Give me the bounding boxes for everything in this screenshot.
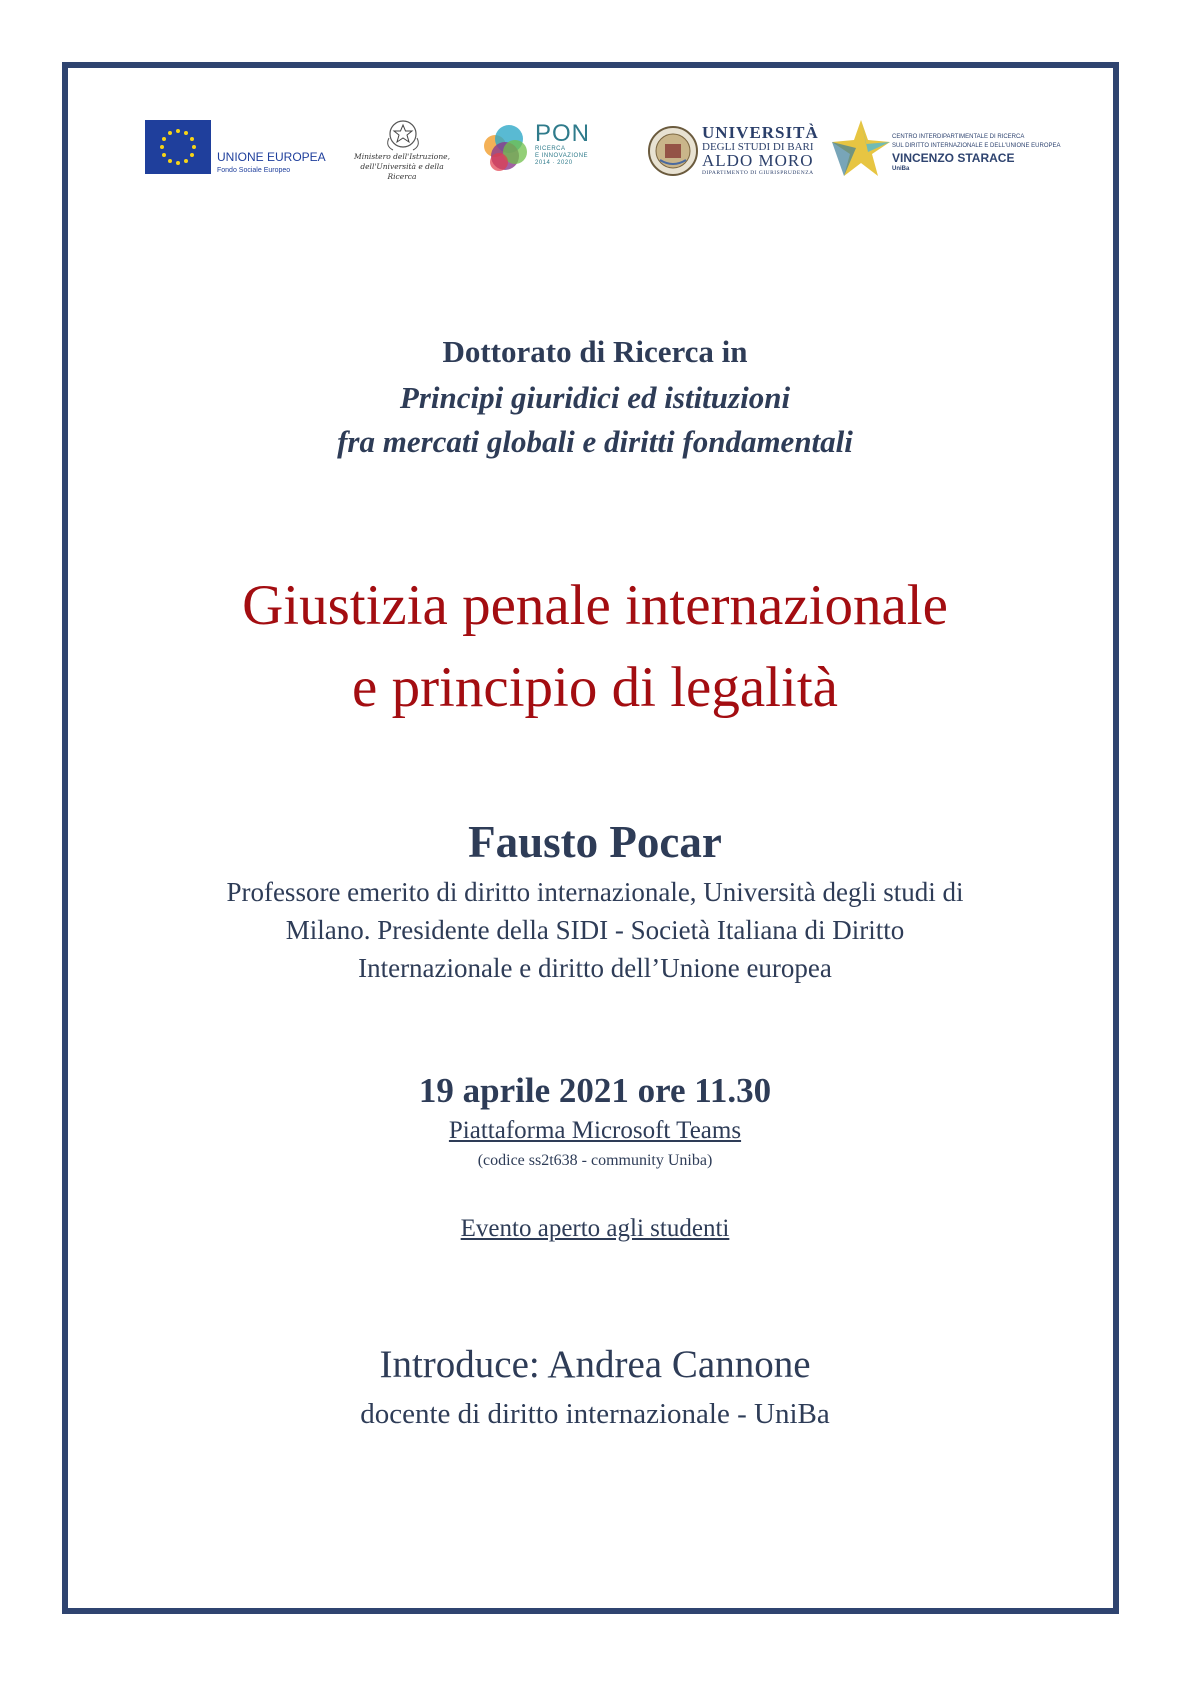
- phd-name-line-2: fra mercati globali e diritti fondamentali: [337, 424, 853, 459]
- uniba-line-2: DEGLI STUDI DI BARI: [702, 141, 814, 153]
- centro-line-1: CENTRO INTERDIPARTIMENTALE DI RICERCA: [892, 134, 1025, 140]
- logo-bar: [0, 0, 1190, 200]
- event-code: (codice ss2t638 - community Uniba): [477, 1152, 713, 1169]
- uniba-line-3: ALDO MORO: [702, 151, 814, 170]
- eu-logo-subtitle: Fondo Sociale Europeo: [217, 167, 291, 174]
- miur-line-1: Ministero dell'Istruzione,: [354, 152, 450, 161]
- event-datetime: 19 aprile 2021 ore 11.30: [418, 1071, 772, 1110]
- affiliation-line-2: Milano. Presidente della SIDI - Società Italiana di Diritto: [285, 915, 905, 945]
- phd-name-line-1: Principi giuridici ed istituzioni: [399, 380, 791, 415]
- uniba-logo-text: [702, 125, 819, 177]
- introducer-role: docente di diritto internazionale - UniBa: [360, 1398, 830, 1430]
- miur-logo-text: [346, 152, 458, 182]
- phd-program-name: [0, 376, 1190, 464]
- eu-logo-name: UNIONE EUROPEA: [217, 150, 326, 164]
- speaker-affiliation: [0, 873, 1190, 987]
- phd-label: Dottorato di Ricerca in: [442, 334, 748, 369]
- pon-years: 2014 · 2020: [535, 160, 573, 166]
- event-title: [0, 565, 1190, 729]
- uniba-line-1: UNIVERSITÀ: [702, 123, 819, 142]
- speaker-name: Fausto Pocar: [468, 817, 722, 867]
- eu-logo-text: [217, 151, 326, 177]
- centro-name: VINCENZO STARACE: [892, 151, 1015, 165]
- centro-org: UniBa: [892, 166, 910, 172]
- miur-line-2: dell'Università e della Ricerca: [360, 162, 444, 181]
- uniba-line-4: DIPARTIMENTO DI GIURISPRUDENZA: [702, 170, 814, 176]
- pon-line-2: E INNOVAZIONE: [535, 153, 589, 159]
- event-platform: Piattaforma Microsoft Teams: [448, 1117, 742, 1144]
- event-title-line-2: e principio di legalità: [352, 656, 838, 719]
- affiliation-line-3: Internazionale e diritto dell’Unione europea: [358, 953, 832, 983]
- eu-flag-icon: [145, 120, 211, 174]
- pon-line-1: RICERCA: [535, 146, 566, 152]
- affiliation-line-1: Professore emerito di diritto internazionale, Università degli studi di: [226, 877, 964, 907]
- centro-starace-star-icon: [830, 118, 892, 178]
- pon-logo-text: [535, 122, 590, 167]
- centro-line-2: SUL DIRITTO INTERNAZIONALE E DELL'UNIONE EUROPEA: [892, 143, 1061, 149]
- centro-logo-text: [892, 133, 1061, 174]
- event-title-line-1: Giustizia penale internazionale: [242, 574, 948, 637]
- pon-name: PON: [535, 120, 591, 147]
- event-open-note: Evento aperto agli studenti: [460, 1215, 730, 1242]
- introducer: Introduce: Andrea Cannone: [379, 1343, 811, 1386]
